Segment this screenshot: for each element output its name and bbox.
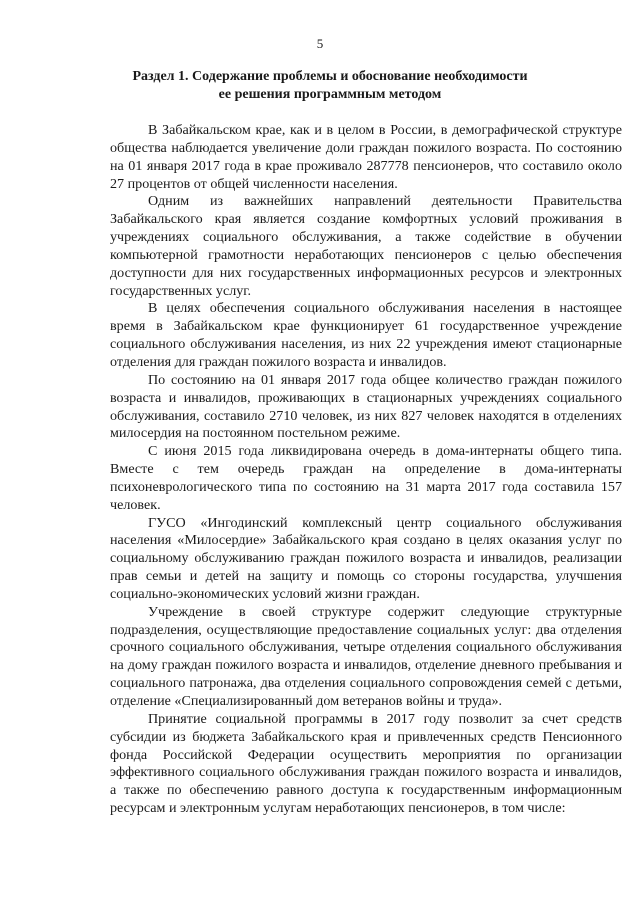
section-heading-line-2: ее решения программным методом	[218, 87, 442, 102]
paragraph-center-description: ГУСО «Ингодинский комплексный центр социального обслуживания населения «Милосердие» Забайкальского края создано в целях оказания услуг по социальному обслуживанию граждан пожилого возраста и инвалидов, реализации прав семьи и детей на защиту и помощь со стороны государства, улучшения социально-экономических условий жизни граждан.	[110, 514, 622, 602]
page-number: 5	[316, 36, 324, 51]
paragraph-demographics: В Забайкальском крае, как и в целом в России, в демографической структуре общества наблюдается увеличение доли граждан пожилого возраста. По состоянию на 01 января 2017 года в крае проживало 287778 пенсионеров, что составило около 27 процентов от общей численности населения.	[110, 122, 622, 192]
section-heading-line-1: Раздел 1. Содержание проблемы и обоснование необходимости	[132, 69, 528, 84]
paragraph-residents-count: По состоянию на 01 января 2017 года общее количество граждан пожилого возраста и инвалидов, проживающих в стационарных учреждениях социального обслуживания, составило 2710 человек, из них 827 человек находятся в отделениях милосердия на постоянном постельном режиме.	[110, 371, 622, 442]
paragraph-waiting-list: С июня 2015 года ликвидирована очередь в дома-интернаты общего типа. Вместе с тем очередь граждан на определение в дома-интернаты психоневрологического типа по состоянию на 31 марта 2017 года составила 157 человек.	[110, 443, 622, 513]
paragraph-social-institutions: В целях обеспечения социального обслуживания населения в настоящее время в Забайкальском крае функционирует 61 государственное учреждение социального обслуживания населения, из них 22 учреждения имеют стационарные отделения для граждан пожилого возраста и инвалидов.	[110, 300, 622, 370]
paragraph-program-adoption: Принятие социальной программы в 2017 году позволит за счет средств субсидии из бюджета Забайкальского края и привлеченных средств Пенсионного фонда Российской Федерации осуществить мероприятия по организации эффективного социального обслуживания граждан пожилого возраста и инвалидов, а также по обеспечению равного доступа к государственным информационным ресурсам и электронным услугам неработающих пенсионеров, в том числе:	[110, 710, 622, 817]
paragraph-government-priorities: Одним из важнейших направлений деятельности Правительства Забайкальского края является создание комфортных условий проживания в учреждениях социального обслуживания, а также содействие в обучении компьютерной грамотности неработающих пенсионеров с целью обеспечения доступности для них государственных информационных ресурсов и электронных государственных услуг.	[110, 193, 622, 299]
document-body	[110, 122, 622, 818]
paragraph-center-structure: Учреждение в своей структуре содержит следующие структурные подразделения, осуществляющие предоставление социальных услуг: два отделения срочного социального обслуживания, четыре отделения социального обслуживания на дому граждан пожилого возраста и инвалидов, отделение дневного пребывания и социального патронажа, два отделения социального сопровождения семей с детьми, отделение «Специализированный дом ветеранов войны и труда».	[110, 603, 622, 709]
section-heading	[110, 68, 550, 104]
